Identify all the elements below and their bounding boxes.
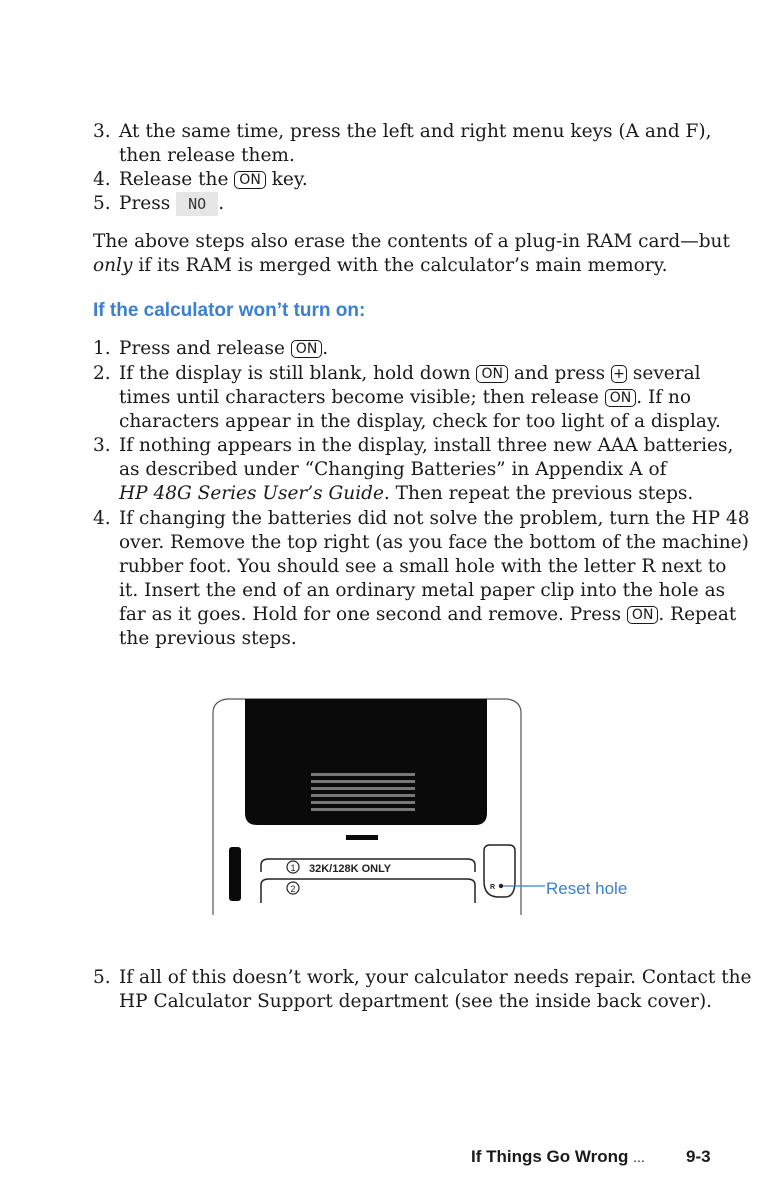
calculator-back-figure: [205, 695, 635, 925]
step-text: it. Insert the end of an ordinary metal paper clip into the hole as: [119, 580, 726, 601]
step-3-top: [93, 120, 733, 168]
step-text: then release them.: [119, 145, 295, 166]
step-text: as described under “Changing Batteries” in Appendix A of: [119, 459, 667, 480]
step-number: 2.: [93, 363, 111, 384]
step-text: Press and release ON .: [119, 338, 329, 359]
step-text: If all of this doesn’t work, your calculator needs repair. Contact the: [119, 967, 752, 988]
step-number: 5.: [93, 967, 111, 988]
step-number: 3.: [93, 121, 111, 142]
step-text: If nothing appears in the display, install three new AAA batteries,: [119, 435, 734, 456]
slot-mark: [346, 835, 378, 840]
step-number: 4.: [93, 169, 111, 190]
step-text: HP Calculator Support department (see the inside back cover).: [119, 991, 713, 1012]
step-5-top: [93, 192, 733, 216]
step-4-top: [93, 168, 733, 192]
paragraph-line: only if its RAM is merged with the calculator’s main memory.: [93, 255, 668, 276]
reset-hole: [499, 884, 503, 888]
step-2: [93, 362, 733, 434]
battery-compartment: [245, 699, 487, 825]
step-text: Release the ON key.: [119, 169, 308, 190]
on-key: ON: [234, 171, 266, 189]
on-key: ON: [605, 389, 637, 407]
on-key: ON: [476, 365, 508, 383]
step-text: rubber foot. You should see a small hole with the letter R next to: [119, 556, 727, 577]
on-key: ON: [291, 340, 323, 358]
step-text: At the same time, press the left and right menu keys (A and F),: [119, 121, 712, 142]
on-key: ON: [627, 606, 659, 624]
port-1-label: 32K/128K ONLY: [309, 863, 392, 875]
step-number: 4.: [93, 508, 111, 529]
step-number: 5.: [93, 193, 111, 214]
left-bumper: [229, 847, 241, 901]
step-number: 1.: [93, 338, 111, 359]
step-4: [93, 507, 750, 651]
step-text: times until characters become visible; then release ON . If no: [119, 387, 692, 408]
no-menu-key: NO: [176, 192, 218, 216]
step-text: over. Remove the top right (as you face the bottom of the machine): [119, 532, 749, 553]
step-5: [93, 966, 752, 1014]
step-text: If the display is still blank, hold down ON and press + several: [119, 363, 701, 384]
step-text: HP 48G Series User’s Guide. Then repeat the previous steps.: [119, 483, 694, 504]
step-text: characters appear in the display, check for too light of a display.: [119, 411, 721, 432]
page-number: 9-3: [686, 1147, 711, 1166]
step-1: [93, 337, 733, 361]
step-text: If changing the batteries did not solve the problem, turn the HP 48: [119, 508, 750, 529]
reset-letter: R: [490, 884, 496, 891]
footer-section-title: If Things Go Wrong ...: [471, 1147, 645, 1166]
step-text: the previous steps.: [119, 628, 297, 649]
section-heading: If the calculator won’t turn on:: [93, 300, 366, 321]
reset-hole-callout: Reset hole: [546, 879, 628, 898]
step-text: Press NO .: [119, 193, 225, 214]
step-number: 3.: [93, 435, 111, 456]
rubber-foot-outline: [484, 845, 515, 897]
plus-key: +: [611, 365, 627, 383]
step-3: [93, 434, 733, 506]
port-2-number: 2: [290, 884, 296, 894]
step-text: far as it goes. Hold for one second and remove. Press ON . Repeat: [119, 604, 737, 625]
port-1-number: 1: [290, 863, 296, 873]
paragraph-line: The above steps also erase the contents of a plug-in RAM card—but: [93, 231, 730, 252]
